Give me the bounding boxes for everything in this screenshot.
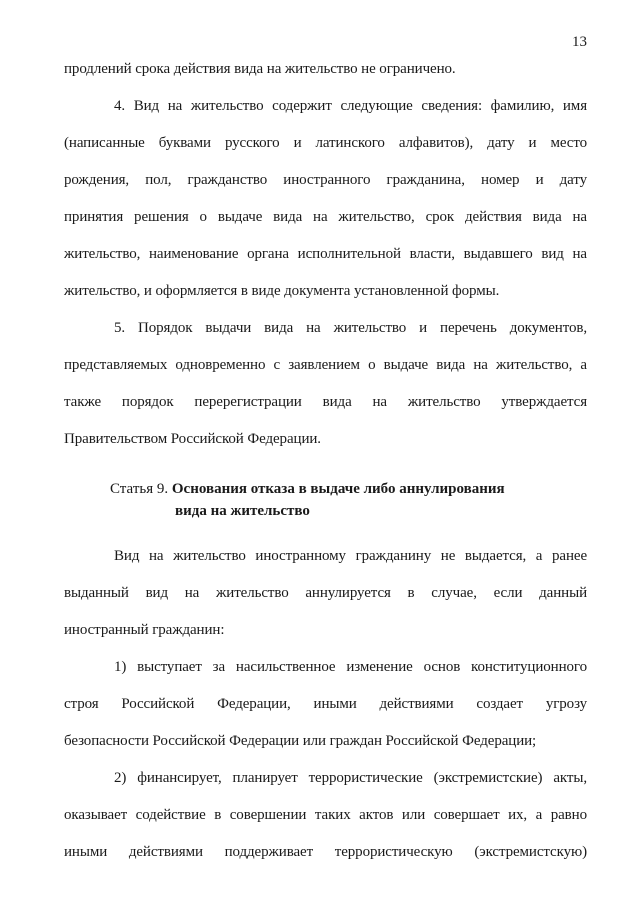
article-label: Статья 9. (110, 481, 172, 497)
text-line: строя Российской Федерации, иными действиями создает угрозу (64, 696, 587, 712)
paragraph-continuation (64, 51, 587, 88)
page-number: 13 (572, 34, 587, 50)
text-line: (написанные буквами русского и латинского алфавитов), дату и место (64, 135, 587, 151)
text-line: иностранный гражданин: (64, 622, 225, 638)
text-line: безопасности Российской Федерации или граждан Российской Федерации; (64, 733, 537, 749)
text-line: Правительством Российской Федерации. (64, 431, 321, 447)
text-line: жительство, и оформляется в виде документа установленной формы. (64, 283, 500, 299)
paragraph-item-2 (64, 760, 587, 871)
paragraph-article-9-intro (64, 538, 587, 649)
text-line: продлений срока действия вида на жительство не ограничено. (64, 61, 456, 77)
text-line: 1) выступает за насильственное изменение основ конституционного (114, 659, 587, 675)
text-line: принятия решения о выдаче вида на жительство, срок действия вида на (64, 209, 587, 225)
text-line: 5. Порядок выдачи вида на жительство и перечень документов, (114, 320, 587, 336)
text-line: оказывает содействие в совершении таких актов или совершает их, а равно (64, 807, 587, 823)
text-line: рождения, пол, гражданство иностранного гражданина, номер и дату (64, 172, 587, 188)
text-line: иными действиями поддерживает террористическую (экстремистскую) (64, 844, 587, 860)
article-9-heading (64, 478, 587, 522)
text-line: 4. Вид на жительство содержит следующие сведения: фамилию, имя (114, 98, 587, 114)
text-line: также порядок перерегистрации вида на жительство утверждается (64, 394, 587, 410)
text-line: 2) финансирует, планирует террористические (экстремистские) акты, (114, 770, 587, 786)
article-title-text: вида на жительство (175, 503, 310, 519)
heading-line (64, 478, 587, 500)
text-line: Вид на жительство иностранному гражданину не выдается, а ранее (114, 548, 587, 564)
text-line: выданный вид на жительство аннулируется в случае, если данный (64, 585, 587, 601)
paragraph-clause-4 (64, 88, 587, 310)
paragraph-item-1 (64, 649, 587, 760)
document-body (64, 51, 587, 871)
article-title-text: Основания отказа в выдаче либо аннулирования (171, 481, 505, 497)
heading-line (64, 500, 587, 522)
paragraph-clause-5 (64, 310, 587, 458)
text-line: представляемых одновременно с заявлением о выдаче вида на жительство, а (64, 357, 587, 373)
text-line: жительство, наименование органа исполнительной власти, выдавшего вид на (64, 246, 587, 262)
